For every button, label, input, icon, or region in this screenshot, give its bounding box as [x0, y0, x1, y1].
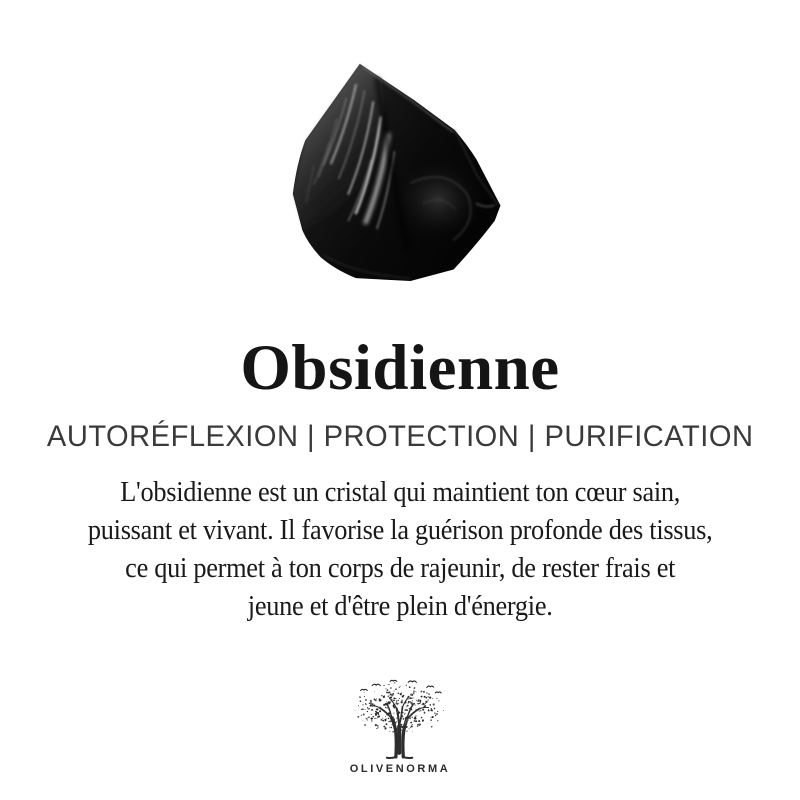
birds-icon: [361, 680, 442, 693]
keywords-subtitle: AUTORÉFLEXION | PROTECTION | PURIFICATION: [46, 420, 754, 453]
page-title: Obsidienne: [240, 332, 560, 404]
tree-with-birds-icon: [339, 679, 461, 761]
description-line: puissant et vivant. Il favorise la guérison profonde des tissus,: [87, 514, 713, 546]
description-line: ce qui permet à ton corps de rajeunir, de rester frais et: [125, 552, 675, 584]
description-paragraph: [68, 474, 732, 626]
description-line: L'obsidienne est un cristal qui maintient ton cœur sain,: [120, 476, 680, 508]
brand-name: OLIVENORMA: [349, 762, 451, 775]
obsidian-stone-photo: [288, 60, 512, 282]
description-line: jeune et d'être plein d'énergie.: [247, 590, 553, 622]
tree-trunk: [370, 696, 428, 758]
